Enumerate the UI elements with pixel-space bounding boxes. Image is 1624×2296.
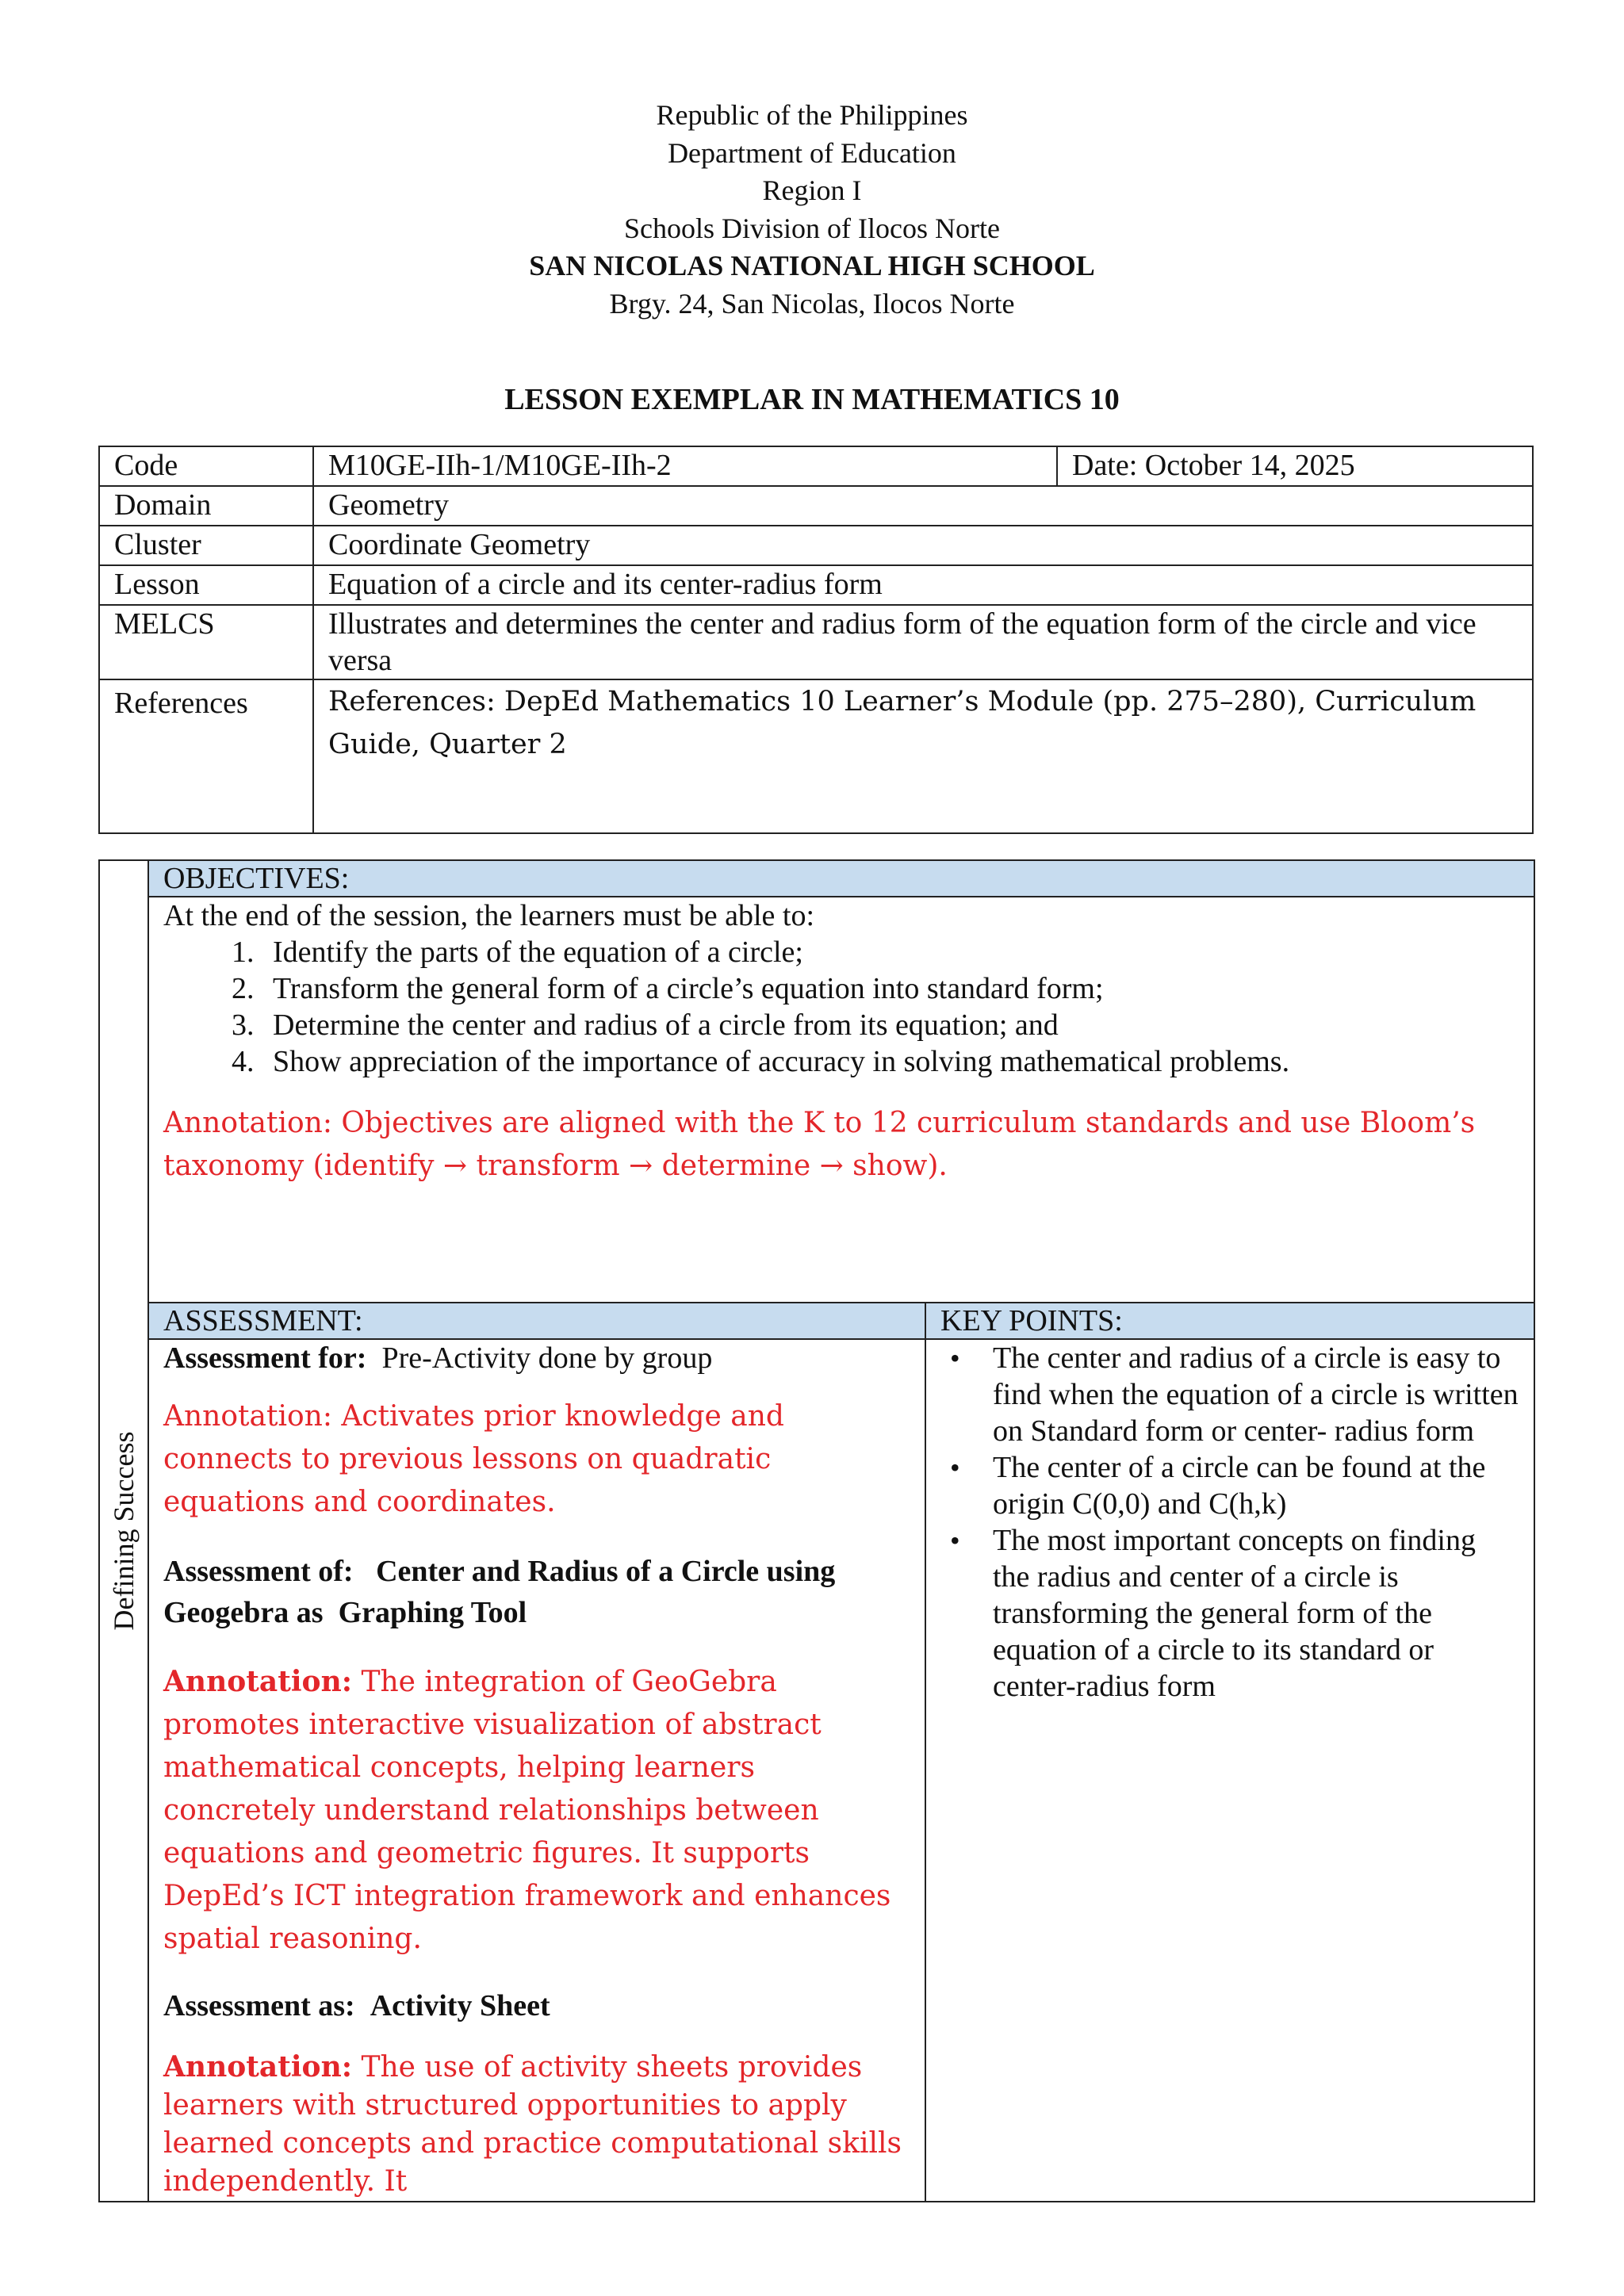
defining-success-table bbox=[98, 859, 1535, 2202]
melcs-label: MELCS bbox=[99, 605, 313, 679]
assessment-of-annotation-text: The integration of GeoGebra promotes interactive visualization of abstract mathematical concepts, helping learners concretely understand relationships between equations and geometric figures. It supports DepEd’s ICT integration framework and enhances spatial reasoning. bbox=[163, 1666, 891, 1955]
key-points-content bbox=[925, 1339, 1534, 2202]
date-value: Date: October 14, 2025 bbox=[1057, 446, 1533, 486]
assessment-as-label: Assessment as: bbox=[163, 1989, 355, 2022]
lesson-label: Lesson bbox=[99, 565, 313, 605]
info-row-melcs bbox=[99, 605, 1533, 679]
references-label: References bbox=[99, 679, 313, 833]
info-row-code bbox=[99, 446, 1533, 486]
document-header bbox=[0, 97, 1624, 323]
lesson-info-table bbox=[98, 446, 1534, 834]
key-point-item: • The most important concepts on finding the radius and center of a circle is transforming the general form of the equation of a circle to its standard or center-radius form bbox=[993, 1522, 1519, 1705]
objectives-annotation: Annotation: Objectives are aligned with the K to 12 curriculum standards and use Bloom’s taxonomy (identify → transform → determine → show). bbox=[163, 1107, 1476, 1182]
header-department: Department of Education bbox=[668, 136, 956, 169]
info-row-lesson bbox=[99, 565, 1533, 605]
objective-item: 4. Show appreciation of the importance of accuracy in solving mathematical problems. bbox=[262, 1043, 1519, 1080]
assessment-as-annotation-label: Annotation: bbox=[163, 2050, 353, 2084]
header-region: Region I bbox=[762, 174, 862, 206]
code-label: Code bbox=[99, 446, 313, 486]
objective-item: 3. Determine the center and radius of a circle from its equation; and bbox=[262, 1007, 1519, 1043]
info-row-cluster bbox=[99, 526, 1533, 565]
key-point-item: • The center of a circle can be found at the origin C(0,0) and C(h,k) bbox=[993, 1449, 1519, 1522]
objective-item: 2. Transform the general form of a circle’s equation into standard form; bbox=[262, 970, 1519, 1007]
assessment-as bbox=[163, 1988, 910, 2024]
domain-value: Geometry bbox=[313, 486, 1533, 526]
info-row-domain bbox=[99, 486, 1533, 526]
header-division: Schools Division of Ilocos Norte bbox=[624, 212, 1000, 244]
assessment-as-value: Activity Sheet bbox=[370, 1989, 550, 2022]
objectives-list bbox=[163, 934, 1519, 1080]
melcs-value: Illustrates and determines the center and radius form of the equation form of the circle and vice versa bbox=[313, 605, 1533, 679]
objectives-content bbox=[148, 897, 1534, 1303]
assessment-heading: ASSESSMENT: bbox=[148, 1303, 925, 1339]
assessment-of: Assessment of: Center and Radius of a Circle using Geogebra as Graphing Tool bbox=[163, 1555, 843, 1629]
references-value: References: DepEd Mathematics 10 Learner’s Module (pp. 275–280), Curriculum Guide, Quarter 2 bbox=[313, 679, 1533, 833]
header-school-name: SAN NICOLAS NATIONAL HIGH SCHOOL bbox=[529, 250, 1095, 281]
key-points-list bbox=[940, 1340, 1519, 1705]
assessment-of-annotation-label: Annotation: bbox=[163, 1665, 353, 1698]
assessment-for-annotation: Annotation: Activates prior knowledge and connects to previous lessons on quadratic equations and coordinates. bbox=[163, 1400, 784, 1518]
assessment-for-label: Assessment for: bbox=[163, 1341, 367, 1375]
assessment-for bbox=[163, 1340, 910, 1376]
document-title: LESSON EXEMPLAR IN MATHEMATICS 10 bbox=[504, 383, 1120, 416]
key-point-item: • The center and radius of a circle is easy to find when the equation of a circle is written on Standard form or center- radius form bbox=[993, 1340, 1519, 1449]
domain-label: Domain bbox=[99, 486, 313, 526]
objective-item: 1. Identify the parts of the equation of a circle; bbox=[262, 934, 1519, 970]
header-address: Brgy. 24, San Nicolas, Ilocos Norte bbox=[609, 287, 1015, 320]
lesson-value: Equation of a circle and its center-radius form bbox=[313, 565, 1533, 605]
cluster-value: Coordinate Geometry bbox=[313, 526, 1533, 565]
objectives-heading: OBJECTIVES: bbox=[148, 860, 1534, 897]
objectives-intro: At the end of the session, the learners must be able to: bbox=[163, 899, 815, 932]
assessment-of-annotation bbox=[163, 1660, 910, 1961]
info-row-references bbox=[99, 679, 1533, 833]
assessment-for-value: Pre-Activity done by group bbox=[381, 1341, 713, 1375]
header-republic: Republic of the Philippines bbox=[656, 99, 968, 131]
assessment-as-annotation bbox=[163, 2048, 910, 2201]
key-points-heading: KEY POINTS: bbox=[925, 1303, 1534, 1339]
assessment-as-annotation-text: The use of activity sheets provides learners with structured opportunities to apply learned concepts and practice computational skills independently. It bbox=[163, 2051, 902, 2198]
defining-success-side-label bbox=[99, 860, 148, 2202]
cluster-label: Cluster bbox=[99, 526, 313, 565]
code-value: M10GE-IIh-1/M10GE-IIh-2 bbox=[313, 446, 1057, 486]
assessment-content bbox=[148, 1339, 925, 2202]
defining-success-text: Defining Success bbox=[108, 1431, 140, 1631]
